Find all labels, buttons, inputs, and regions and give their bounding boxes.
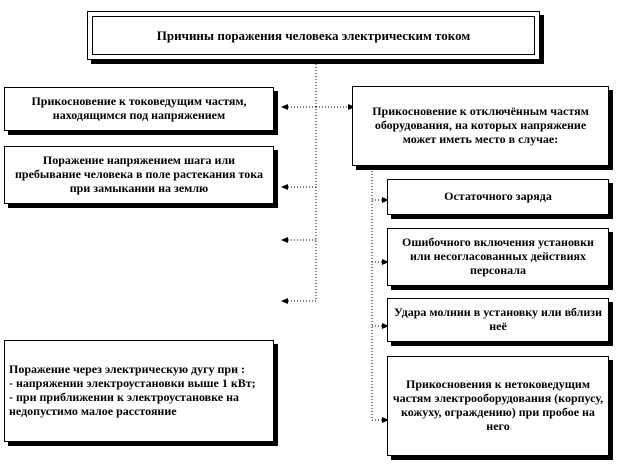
left-item-2: Поражение напряжением шага или пребывание человека в поле растекания тока при замыкании на землю [4, 146, 274, 204]
diagram-title-box [87, 11, 540, 60]
left-item-1: Прикосновение к токоведущим частям, находящимся под напряжением [4, 87, 274, 131]
right-sub-item-1: Остаточного заряда [387, 179, 609, 215]
right-sub-item-4: Прикосновения к нетоковедущим частям электрооборудования (корпусу, кожуху, ограждению) при пробое на него [387, 356, 609, 456]
right-main-item: Прикосновение к отключённым частям оборудования, на которых напряжение может иметь место в случае: [352, 86, 609, 166]
right-sub-item-3: Удара молнии в установку или вблизи неё [387, 298, 609, 342]
diagram-title: Причины поражения человека электрическим током [92, 16, 535, 55]
right-sub-item-2: Ошибочного включения установки или несогласованных действиях персонала [387, 228, 609, 286]
left-item-3: Поражение через электрическую дугу при : - напряжении электроустановки выше 1 кВт; - при приближении к электроустановке на недопустимо малое расстояние [4, 340, 274, 442]
